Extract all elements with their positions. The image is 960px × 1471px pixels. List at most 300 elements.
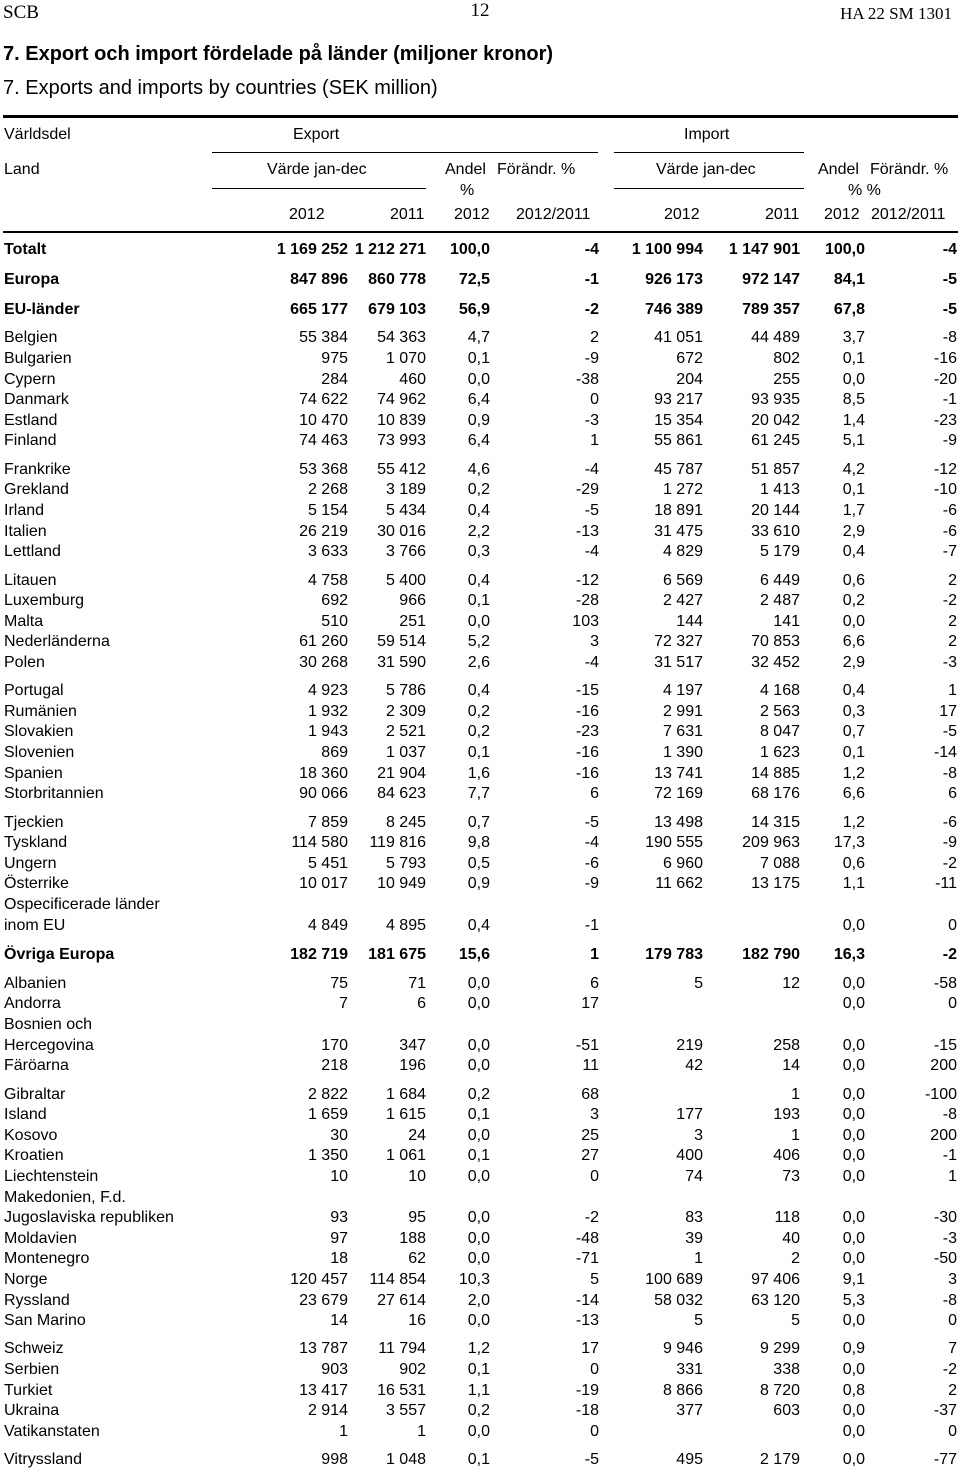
export-2012-cell: 4 923	[307, 682, 348, 700]
export-change-cell: -51	[575, 1036, 599, 1054]
header-export: Export	[293, 126, 340, 143]
import-change-cell: 0	[948, 916, 957, 934]
table-row	[0, 480, 960, 501]
export-2012-cell: 1	[339, 1422, 348, 1440]
export-share-cell: 7,7	[467, 785, 490, 803]
country-cell: Serbien	[4, 1361, 60, 1379]
export-change-cell: 1	[590, 946, 599, 963]
export-2012-cell: 1 169 252	[276, 241, 348, 258]
export-change-cell: -6	[584, 854, 599, 872]
import-2011-cell: 13 175	[751, 875, 800, 893]
import-share-cell: 0,0	[842, 1085, 865, 1103]
import-change-cell: 200	[930, 1057, 957, 1075]
country-cell: Andorra	[4, 995, 61, 1013]
export-change-cell: 103	[572, 612, 599, 630]
table-row	[0, 501, 960, 522]
country-cell: Övriga Europa	[4, 946, 115, 963]
import-2012-cell: 204	[676, 370, 703, 388]
export-share-cell: 100,0	[449, 241, 490, 258]
import-2012-cell: 1	[694, 1250, 703, 1268]
table-row	[0, 994, 960, 1015]
import-share-cell: 0,0	[842, 1209, 865, 1227]
import-share-cell: 0,0	[842, 916, 865, 934]
export-2012-cell: 284	[321, 370, 348, 388]
export-2012-cell: 74 622	[299, 391, 348, 409]
export-share-cell: 9,8	[467, 834, 490, 852]
table-row	[0, 390, 960, 411]
country-cell: Hercegovina	[4, 1036, 94, 1054]
country-cell: Frankrike	[4, 460, 71, 478]
country-cell: Slovakien	[4, 723, 74, 741]
import-share-cell: 0,0	[842, 1229, 865, 1247]
import-2012-cell: 8 866	[662, 1381, 703, 1399]
export-share-cell: 72,5	[458, 270, 490, 288]
export-2011-cell: 24	[408, 1126, 426, 1144]
table-row	[0, 1339, 960, 1360]
country-cell: Litauen	[4, 571, 57, 589]
header-import-share-2012: 2012	[824, 206, 860, 223]
export-2012-cell: 10 017	[299, 875, 348, 893]
table-title-swedish: 7. Export och import fördelade på länder (miljoner kronor)	[3, 43, 554, 65]
table-row	[0, 239, 960, 261]
import-2011-cell: 12	[782, 974, 800, 992]
export-2011-cell: 8 245	[385, 813, 426, 831]
export-change-cell: -4	[584, 241, 599, 258]
import-2012-cell: 74	[685, 1167, 703, 1185]
import-change-cell: -3	[942, 653, 957, 671]
import-share-cell: 0,0	[842, 1167, 865, 1185]
import-share-cell: 0,4	[842, 543, 865, 561]
country-cell: Tyskland	[4, 834, 68, 852]
table-row	[0, 974, 960, 995]
import-2011-cell: 97 406	[751, 1270, 800, 1288]
export-2012-cell: 55 384	[299, 329, 348, 347]
export-change-cell: -29	[575, 481, 599, 499]
import-share-cell: 0,0	[842, 612, 865, 630]
import-share-cell: 0,0	[842, 1126, 865, 1144]
import-2011-cell: 1	[791, 1126, 800, 1144]
export-2011-cell: 1 048	[385, 1451, 426, 1469]
import-change-cell: -11	[935, 875, 957, 893]
import-2011-cell: 40	[782, 1229, 800, 1247]
country-cell: Norge	[4, 1270, 48, 1288]
export-2012-cell: 75	[330, 974, 348, 992]
header-import-value: Värde jan-dec	[656, 161, 756, 178]
import-2011-cell: 5 179	[759, 543, 800, 561]
export-2012-cell: 1 350	[307, 1147, 348, 1165]
export-share-cell: 0,4	[467, 501, 490, 519]
export-change-cell: -9	[584, 349, 599, 367]
table-row	[0, 591, 960, 612]
export-change-cell: -1	[584, 270, 599, 288]
import-change-cell: 1	[948, 1167, 957, 1185]
import-2012-cell: 2 991	[662, 702, 703, 720]
import-change-cell: -7	[942, 543, 957, 561]
export-2011-cell: 84 623	[377, 785, 426, 803]
import-share-cell: 16,3	[833, 946, 865, 963]
import-2011-cell: 20 144	[751, 501, 800, 519]
table-row	[0, 269, 960, 291]
import-2011-cell: 61 245	[751, 432, 800, 450]
export-change-cell: -48	[575, 1229, 599, 1247]
export-change-cell: -1	[584, 916, 599, 934]
export-2011-cell: 3 766	[385, 543, 426, 561]
export-change-cell: -16	[575, 764, 599, 782]
table-row	[0, 1188, 960, 1209]
country-cell: Ukraina	[4, 1402, 60, 1420]
export-2011-cell: 1 061	[385, 1147, 426, 1165]
export-2011-cell: 196	[399, 1057, 426, 1075]
export-2011-cell: 95	[408, 1209, 426, 1227]
country-cell: Färöarna	[4, 1057, 69, 1075]
import-2011-cell: 6 449	[759, 571, 800, 589]
import-2012-cell: 11 662	[655, 875, 703, 893]
import-2012-cell: 7 631	[662, 723, 703, 741]
import-change-cell: -50	[933, 1250, 957, 1268]
export-share-cell: 0,0	[467, 1036, 490, 1054]
export-share-cell: 0,0	[467, 370, 490, 388]
export-2012-cell: 10	[330, 1167, 348, 1185]
export-2011-cell: 10 949	[377, 875, 426, 893]
import-2012-cell: 377	[676, 1402, 703, 1420]
import-share-cell: 1,7	[842, 501, 865, 519]
country-cell: Österrike	[4, 875, 69, 893]
import-2012-cell: 100 689	[645, 1270, 703, 1288]
export-2011-cell: 6	[417, 995, 426, 1013]
country-cell: Jugoslaviska republiken	[4, 1209, 174, 1227]
import-2012-cell: 1 100 994	[631, 241, 703, 258]
import-2012-cell: 177	[676, 1106, 703, 1124]
export-share-cell: 0,0	[467, 1250, 490, 1268]
import-change-cell: -30	[933, 1209, 957, 1227]
export-change-cell: -3	[584, 411, 599, 429]
export-2012-cell: 7	[339, 995, 348, 1013]
table-row	[0, 522, 960, 543]
export-share-cell: 0,0	[467, 995, 490, 1013]
import-2012-cell: 83	[685, 1209, 703, 1227]
export-share-cell: 2,6	[467, 653, 490, 671]
export-change-cell: -5	[584, 1451, 599, 1469]
export-change-cell: -71	[575, 1250, 599, 1268]
export-2011-cell: 30 016	[377, 522, 426, 540]
export-2012-cell: 26 219	[299, 522, 348, 540]
export-share-cell: 0,3	[467, 543, 490, 561]
export-change-cell: -2	[584, 1209, 599, 1227]
country-cell: EU-länder	[4, 300, 80, 318]
data-table	[0, 239, 960, 1471]
table-row	[0, 1036, 960, 1057]
table-row	[0, 299, 960, 321]
header-import-ratio: 2012/2011	[871, 206, 946, 223]
table-row	[0, 1015, 960, 1036]
header-import: Import	[684, 126, 730, 143]
import-share-cell: 6,6	[842, 785, 865, 803]
export-change-cell: -13	[575, 1312, 599, 1330]
publisher-label: SCB	[3, 2, 39, 23]
table-row	[0, 1450, 960, 1471]
table-row	[0, 1085, 960, 1106]
import-2011-cell: 7 088	[759, 854, 800, 872]
import-2011-cell: 258	[773, 1036, 800, 1054]
import-change-cell: -8	[942, 1291, 957, 1309]
import-2011-cell: 972 147	[742, 270, 800, 288]
import-share-cell: 8,5	[842, 391, 865, 409]
export-2011-cell: 181 675	[368, 946, 426, 963]
header-export-ratio: 2012/2011	[516, 206, 591, 223]
export-2012-cell: 5 154	[307, 501, 348, 519]
import-share-cell: 5,1	[842, 432, 865, 450]
import-change-cell: -2	[942, 592, 957, 610]
import-share-cell: 67,8	[833, 300, 865, 318]
import-2011-cell: 406	[773, 1147, 800, 1165]
export-2011-cell: 860 778	[368, 270, 426, 288]
import-share-cell: 0,1	[842, 481, 865, 499]
header-import-share: Andel	[818, 161, 859, 178]
import-2011-cell: 73	[782, 1167, 800, 1185]
import-2011-cell: 8 047	[759, 723, 800, 741]
import-change-cell: 3	[948, 1270, 957, 1288]
import-2011-cell: 4 168	[759, 682, 800, 700]
header-country: Land	[4, 161, 40, 178]
export-2012-cell: 61 260	[299, 633, 348, 651]
import-change-cell: -1	[942, 1147, 957, 1165]
export-share-cell: 6,4	[467, 391, 490, 409]
import-share-cell: 0,0	[842, 1036, 865, 1054]
export-share-cell: 0,0	[467, 974, 490, 992]
import-change-cell: -77	[933, 1451, 957, 1469]
export-2012-cell: 1 932	[307, 702, 348, 720]
export-share-cell: 4,7	[467, 329, 490, 347]
table-row	[0, 895, 960, 916]
import-share-cell: 0,0	[842, 370, 865, 388]
import-2012-cell: 72 169	[654, 785, 703, 803]
export-change-cell: -14	[575, 1291, 599, 1309]
table-row	[0, 571, 960, 592]
country-cell: Slovenien	[4, 744, 75, 762]
export-change-cell: 5	[590, 1270, 599, 1288]
export-2012-cell: 4 758	[307, 571, 348, 589]
import-share-cell: 0,6	[842, 854, 865, 872]
import-share-cell: 9,1	[842, 1270, 865, 1288]
import-share-cell: 17,3	[833, 834, 865, 852]
table-row	[0, 1208, 960, 1229]
import-2012-cell: 39	[685, 1229, 703, 1247]
export-2011-cell: 114 854	[369, 1270, 426, 1288]
import-share-cell: 1,2	[842, 813, 865, 831]
import-2012-cell: 31 475	[654, 522, 703, 540]
country-cell: Rumänien	[4, 702, 77, 720]
export-2011-cell: 55 412	[377, 460, 426, 478]
export-2012-cell: 10 470	[299, 411, 348, 429]
export-2011-cell: 31 590	[377, 653, 426, 671]
import-share-cell: 0,2	[842, 592, 865, 610]
import-2012-cell: 6 960	[662, 854, 703, 872]
table-row	[0, 1360, 960, 1381]
export-2012-cell: 2 914	[307, 1402, 348, 1420]
table-row	[0, 854, 960, 875]
import-change-cell: -8	[942, 1106, 957, 1124]
import-2011-cell: 789 357	[742, 300, 800, 318]
country-cell: Irland	[4, 501, 45, 519]
table-row	[0, 653, 960, 674]
header-export-share-2012: 2012	[454, 206, 490, 223]
export-share-cell: 0,1	[467, 1361, 490, 1379]
export-change-cell: 27	[581, 1147, 599, 1165]
country-cell: Kroatien	[4, 1147, 64, 1165]
table-row	[0, 743, 960, 764]
export-2012-cell: 847 896	[290, 270, 348, 288]
import-2011-cell: 802	[773, 349, 800, 367]
import-value-line	[614, 188, 804, 189]
country-cell: Luxemburg	[4, 592, 85, 610]
export-2012-cell: 170	[321, 1036, 348, 1054]
export-2011-cell: 16 531	[377, 1381, 426, 1399]
table-row	[0, 1291, 960, 1312]
export-share-cell: 0,9	[467, 875, 490, 893]
import-share-cell: 6,6	[842, 633, 865, 651]
table-row	[0, 874, 960, 895]
export-share-cell: 1,1	[467, 1381, 490, 1399]
country-cell: Tjeckien	[4, 813, 64, 831]
import-2012-cell: 672	[676, 349, 703, 367]
header-export-share: Andel	[445, 161, 486, 178]
export-change-cell: 0	[590, 1167, 599, 1185]
table-row	[0, 1381, 960, 1402]
import-2012-cell: 55 861	[654, 432, 703, 450]
import-2011-cell: 5	[791, 1312, 800, 1330]
import-2012-cell: 58 032	[654, 1291, 703, 1309]
import-change-cell: -6	[942, 501, 957, 519]
export-share-cell: 0,0	[467, 1229, 490, 1247]
import-change-cell: -14	[933, 744, 957, 762]
import-share-cell: 0,0	[842, 995, 865, 1013]
import-share-cell: 0,7	[842, 723, 865, 741]
export-share-cell: 0,0	[467, 612, 490, 630]
import-change-cell: -5	[942, 300, 957, 318]
table-row	[0, 1311, 960, 1332]
table-row	[0, 612, 960, 633]
import-change-cell: 2	[948, 1381, 957, 1399]
import-2012-cell: 1 272	[662, 481, 703, 499]
export-2011-cell: 59 514	[377, 633, 426, 651]
import-change-cell: -6	[942, 522, 957, 540]
import-change-cell: -3	[942, 1229, 957, 1247]
export-share-cell: 0,1	[467, 349, 490, 367]
export-share-cell: 56,9	[458, 300, 490, 318]
export-2011-cell: 2 521	[385, 723, 426, 741]
export-share-cell: 15,6	[458, 946, 490, 963]
top-rule	[3, 115, 958, 118]
country-cell: Kosovo	[4, 1126, 58, 1144]
export-2012-cell: 2 268	[307, 481, 348, 499]
import-change-cell: 2	[948, 633, 957, 651]
export-share-cell: 0,4	[467, 916, 490, 934]
export-2012-cell: 74 463	[299, 432, 348, 450]
header-import-change: Förändr. %	[870, 161, 949, 178]
export-change-cell: 6	[590, 974, 599, 992]
export-change-cell: 17	[581, 995, 599, 1013]
country-cell: Finland	[4, 432, 57, 450]
import-change-cell: -9	[942, 432, 957, 450]
import-share-cell: 0,0	[842, 1106, 865, 1124]
country-cell: Bosnien och	[4, 1015, 93, 1033]
import-group-line	[614, 152, 804, 153]
country-cell: Moldavien	[4, 1229, 77, 1247]
export-2012-cell: 182 719	[290, 946, 348, 963]
export-share-cell: 5,2	[467, 633, 490, 651]
import-share-cell: 0,0	[842, 1361, 865, 1379]
export-2012-cell: 4 849	[307, 916, 348, 934]
export-2012-cell: 90 066	[299, 785, 348, 803]
import-2012-cell: 746 389	[645, 300, 703, 318]
import-2011-cell: 141	[773, 612, 800, 630]
country-cell: Europa	[4, 270, 60, 288]
import-2011-cell: 20 042	[751, 411, 800, 429]
import-change-cell: -15	[933, 1036, 957, 1054]
export-change-cell: -4	[584, 543, 599, 561]
country-cell: Schweiz	[4, 1340, 64, 1358]
country-cell: Italien	[4, 522, 47, 540]
table-row	[0, 1105, 960, 1126]
export-2012-cell: 692	[321, 592, 348, 610]
export-share-cell: 1,6	[467, 764, 490, 782]
table-row	[0, 1056, 960, 1077]
import-change-cell: -1	[942, 391, 957, 409]
import-change-cell: -2	[942, 1361, 957, 1379]
export-2012-cell: 18	[330, 1250, 348, 1268]
country-cell: Bulgarien	[4, 349, 72, 367]
export-share-cell: 0,7	[467, 813, 490, 831]
country-cell: Spanien	[4, 764, 63, 782]
export-2011-cell: 119 816	[369, 834, 426, 852]
import-share-cell: 0,9	[842, 1340, 865, 1358]
export-share-cell: 0,0	[467, 1312, 490, 1330]
import-change-cell: -10	[933, 481, 957, 499]
export-2011-cell: 1 684	[385, 1085, 426, 1103]
import-2011-cell: 9 299	[759, 1340, 800, 1358]
export-2011-cell: 1 615	[385, 1106, 426, 1124]
table-row	[0, 916, 960, 937]
export-2012-cell: 13 787	[299, 1340, 348, 1358]
import-2011-cell: 2 487	[759, 592, 800, 610]
table-row	[0, 431, 960, 452]
import-share-cell: 0,0	[842, 1451, 865, 1469]
country-cell: Malta	[4, 612, 44, 630]
import-change-cell: 2	[948, 571, 957, 589]
import-share-cell: 0,0	[842, 1312, 865, 1330]
header-export-2011: 2011	[390, 206, 425, 223]
export-share-cell: 0,2	[467, 1085, 490, 1103]
export-change-cell: 25	[581, 1126, 599, 1144]
import-2012-cell: 5	[694, 1312, 703, 1330]
table-title-english: 7. Exports and imports by countries (SEK million)	[3, 77, 438, 99]
import-share-cell: 0,0	[842, 1250, 865, 1268]
import-2012-cell: 31 517	[654, 653, 703, 671]
export-share-cell: 0,2	[467, 1402, 490, 1420]
export-2011-cell: 1 212 271	[354, 241, 426, 258]
export-2011-cell: 4 895	[385, 916, 426, 934]
export-2011-cell: 188	[399, 1229, 426, 1247]
country-cell: Grekland	[4, 481, 69, 499]
country-cell: Belgien	[4, 329, 58, 347]
country-cell: Estland	[4, 411, 58, 429]
export-change-cell: 68	[581, 1085, 599, 1103]
import-2011-cell: 209 963	[742, 834, 800, 852]
export-2012-cell: 114 580	[291, 834, 348, 852]
export-share-cell: 10,3	[458, 1270, 490, 1288]
export-share-cell: 0,5	[467, 854, 490, 872]
export-change-cell: 0	[590, 1361, 599, 1379]
